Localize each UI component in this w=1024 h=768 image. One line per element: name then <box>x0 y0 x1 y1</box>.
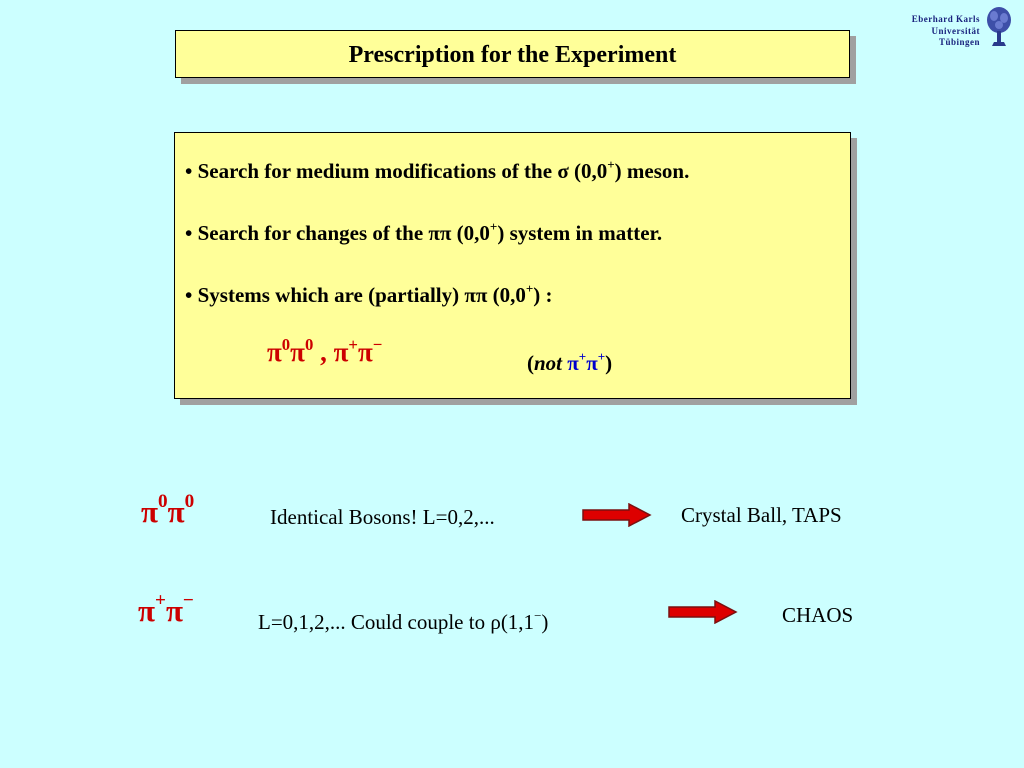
crystal-ball-taps-text: Crystal Ball, TAPS <box>681 503 842 527</box>
right-arrow-icon <box>582 503 652 527</box>
sigma-symbol: σ <box>557 159 569 183</box>
rho-symbol: ρ <box>490 610 501 634</box>
not-piplus-piplus-note <box>527 351 612 376</box>
tree-logo-icon <box>984 6 1014 50</box>
bullet-2-suffix: ) system in matter. <box>497 221 663 245</box>
piplus-piplus-formula <box>567 351 605 375</box>
charge-zero: 0 <box>304 334 314 354</box>
bullet-2-parity: + <box>489 219 498 235</box>
bullet-2-quantum: (0,0 <box>451 221 490 245</box>
pi-symbol: π <box>357 337 373 367</box>
charge-zero: 0 <box>157 491 168 513</box>
piplus-piminus-label <box>138 590 194 629</box>
logo-text-line2: Universität <box>931 26 980 36</box>
bullet-3-quantum: (0,0 <box>487 283 526 307</box>
pi-symbol: π <box>567 351 579 375</box>
bullet-1-quantum: (0,0 <box>568 159 608 183</box>
rho-coupling-text <box>258 610 548 635</box>
bullet-1-prefix: • Search for medium modifications of the <box>185 159 558 183</box>
chaos-text: CHAOS <box>782 603 854 627</box>
coupling-prefix: L=0,1,2,... Could couple to <box>258 610 491 634</box>
pipi-symbol: ππ <box>464 283 488 307</box>
pipi-symbol: ππ <box>428 221 452 245</box>
title-box <box>175 30 850 78</box>
pi-symbol: π <box>267 337 282 367</box>
content-box <box>174 132 851 399</box>
charge-plus: + <box>578 349 587 365</box>
paren-open: ( <box>527 351 534 375</box>
pi-symbol: π <box>167 494 185 529</box>
charge-plus: + <box>597 349 606 365</box>
right-arrow-icon <box>668 600 738 624</box>
pion-systems-formula <box>267 334 383 368</box>
formula-comma: , <box>313 337 334 367</box>
bullet-1-suffix: ) meson. <box>614 159 690 183</box>
not-word: not <box>534 351 563 375</box>
pi-symbol: π <box>141 494 158 529</box>
bullet-1-parity: + <box>607 157 615 173</box>
logo-text-line1: Eberhard Karls <box>911 14 980 24</box>
charge-plus: + <box>154 590 166 612</box>
rho-parity: − <box>534 608 542 624</box>
paren-close: ) <box>605 351 613 375</box>
charge-minus: − <box>182 590 194 612</box>
pi-symbol: π <box>290 337 305 367</box>
identical-bosons-text: Identical Bosons! L=0,2,... <box>270 505 495 529</box>
pi-symbol: π <box>138 593 155 628</box>
charge-plus: + <box>348 334 358 354</box>
page-title: Prescription for the Experiment <box>348 42 677 68</box>
logo-text-line3: Tübingen <box>938 37 980 47</box>
bullet-3-suffix: ) : <box>533 283 553 307</box>
charge-zero: 0 <box>281 334 291 354</box>
pi-symbol: π <box>165 593 183 628</box>
bullet-sigma-meson <box>185 159 689 184</box>
pi0-pi0-label <box>141 491 195 530</box>
pi-symbol: π <box>333 337 349 367</box>
bullet-3-prefix: • Systems which are (partially) <box>185 283 465 307</box>
bullet-partial-systems <box>185 283 553 308</box>
bullet-pipi-system <box>185 221 662 246</box>
charge-minus: − <box>372 334 383 354</box>
rho-close: ) <box>541 610 549 634</box>
pi-symbol: π <box>586 351 598 375</box>
bullet-2-prefix: • Search for changes of the <box>185 221 429 245</box>
rho-quantum: (1,1 <box>500 610 535 634</box>
charge-zero: 0 <box>184 491 195 513</box>
bullet-3-parity: + <box>525 281 534 297</box>
university-logo <box>884 6 1020 50</box>
